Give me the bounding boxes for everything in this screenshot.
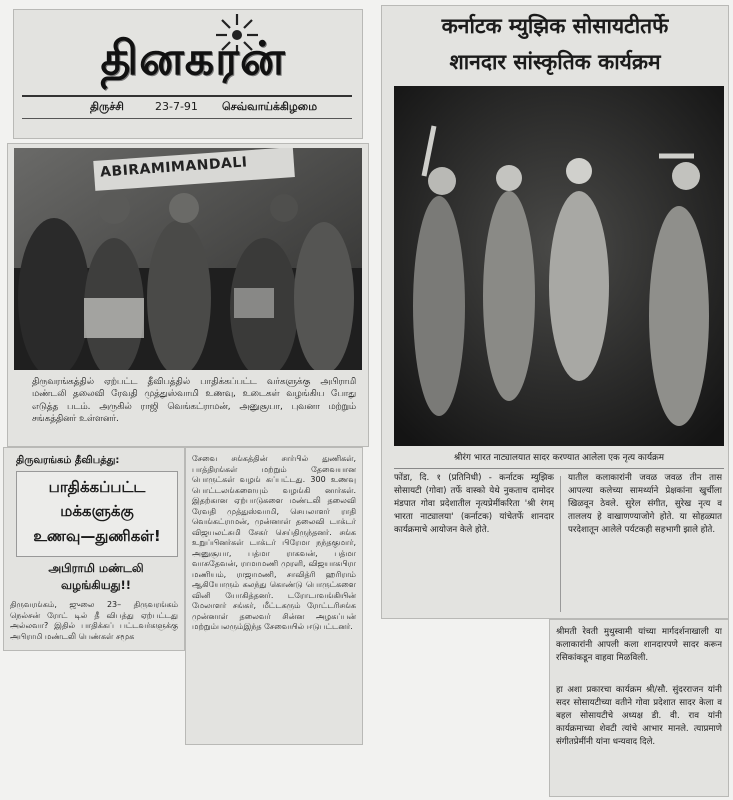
masthead-city: திருச்சி [90, 100, 124, 113]
masthead-rule-bottom [22, 118, 352, 119]
marathi-headline-line-2: शानदार सांस्कृतिक कार्यक्रम [449, 50, 661, 74]
photo-banner-text: ABIRAMIMANDALI [99, 154, 248, 181]
headline-box [16, 471, 178, 557]
marathi-column-1: फोंडा, दि. १ (प्रतिनिधी) - कर्नाटक म्युझिक सोसायटी (गोवा) तर्फे वास्को येथे नुकताच दामोदर मंडपात गोवा प्रदेशातील नृत्यप्रेमींकरिता 'श्री रंगम् भारता नाट्यालया' (कर्नाटक) यांचेतर्फे शानदार कार्यक्रमाचे आयोजन केले होते. [394, 473, 554, 535]
story-kicker: திருவரங்கம் தீவிபத்து: [16, 455, 120, 466]
subheadline-line-1: அபிராமி மண்டலி [48, 561, 144, 575]
masthead-date: 23-7-91 [155, 100, 198, 113]
marathi-clipping [382, 6, 728, 618]
marathi-column-2-para-2: श्रीमती रेवती मुथुस्वामी यांच्या मार्गदर्शनाखाली या कलाकारांनी आपली कला शानदारपणे सादर करून रसिकांकडून वाहवा मिळविली. [556, 627, 722, 663]
story-clipping [4, 448, 184, 650]
marathi-photo-caption: श्रीरंग भारत नाट्यालयात सादर करण्यात आलेला एक नृत्य कार्यक्रम [453, 453, 665, 463]
marathi-column-2-para-3: हा अशा प्रकारचा कार्यक्रम श्री/सौ. सुंदरराजन यांनी सदर सोसायटीच्या वतीने गोवा प्रदेशात सादर केला व बहल सोसायटीचे अध्यक्ष डी. वी. राव यांनी कार्यक्रमाच्या शेवटी त्यांचे आभार मानले. त्याप्रमाणे संगीतप्रेमींनी यांना धन्यवाद दिले. [556, 685, 722, 747]
marathi-column-2: यातील कलाकारांनी जवळ जवळ तीन तास आपल्या कलेच्या सामर्थ्याने प्रेक्षकांना खुर्चीला खिळवून ठेवले. सुरेल संगीत, सुरेख नृत्य व ताललय हे वाखाणण्याजोगे होते. या सोहळ्यात परदेशातून आलेले पर्यटकही सहभागी झाले होते. [568, 473, 722, 535]
subheadline-line-2: வழங்கியது!! [60, 578, 132, 592]
headline-line-2: மக்களுக்கு [60, 502, 134, 520]
masthead-rule-top [22, 95, 352, 97]
relief-distribution-photo [14, 148, 362, 370]
left-photo-caption: திருவரங்கத்தில் ஏற்பட்ட தீவிபத்தில் பாதிக்கப்பட்ட வர்களுக்கு அபிராமி மண்டலி தலைவி ரேவதி முத்துஸ்வாமி உணவு, உடைகள் வழங்கிய போது எடுத்த படம். அருகில் ராஜி வெங்கட்ராமன், அனுசூயா, புவனா மற்றும் சங்கத்தினர் உள்ளனர். [32, 377, 356, 425]
masthead-clipping [14, 10, 362, 138]
masthead-weekday: செவ்வாய்க்கிழமை [222, 100, 318, 113]
headline-line-3: உணவு—துணிகள்! [33, 527, 161, 545]
caption-rule [394, 468, 724, 469]
left-photo-clipping [8, 144, 368, 446]
story-body-column-1: திருவரங்கம், ஜுலை 23– திருவரங்கம் நெல்சன் ரோட் டில் தீ விபத்து ஏற்பட்டது அல்லவா? இதில் பாதிக்கப் பட்டவர்களுக்கு அபிராமி மண்டலி பெண்கள் சமூக [10, 600, 178, 641]
story-column-2-clipping [186, 448, 362, 744]
headline-line-1: பாதிக்கப்பட்ட [48, 478, 146, 496]
story-body-column-2: சேவை சங்கத்தின் சார்பில் துணிகள், பாத்திரங்கள் மற்றும் தேவையான பொருட்கள் வழங் கப்பட்டது. 300 உணவு பொட்டலங்களையும் வழங்கி னார்கள். இதற்கான ஏற்பாடுகளை மண்டலி தலைவி ரேவதி முத்துஸ்வாமி, செயலாளர் ராதி வெங்கட்ராமன், முன்னாள் தலைவி டாக்டர் விஜயலட்சுமி சேகர் செய்திருந்தனர். சங்க உறுப்பினர்கள் டாக்டர் பிரேமா நந்தகுமார், அனுசூயா, பத்மா ராகவன், பத்மா வாசுதேவன், ராமாமணி முரளி, விஜயாகபிரா மணியம், ராஜாமணி, சாவித்ரி ஹரிராம் ஆகியோரும் கலந்து கொண்டு பொருட்களை வினி யோகித்தனர். டரோடாவங்கியின் மேலாளர் சங்கர், மீட்டகரும் ரோட்டரிசங்க முன்னாள் தலைவர் சின்ன அழகப்பன் மற்றும்பலரும்இந்த சேவையில் ஈடுபட்டனர். [192, 454, 356, 631]
marathi-headline-line-1: कर्नाटक म्युझिक सोसायटीतर्फे [441, 14, 669, 38]
masthead-title: தினகரன் [100, 31, 286, 85]
dance-performance-photo [394, 86, 724, 446]
marathi-continuation-clipping [550, 620, 728, 796]
column-divider [560, 476, 561, 612]
